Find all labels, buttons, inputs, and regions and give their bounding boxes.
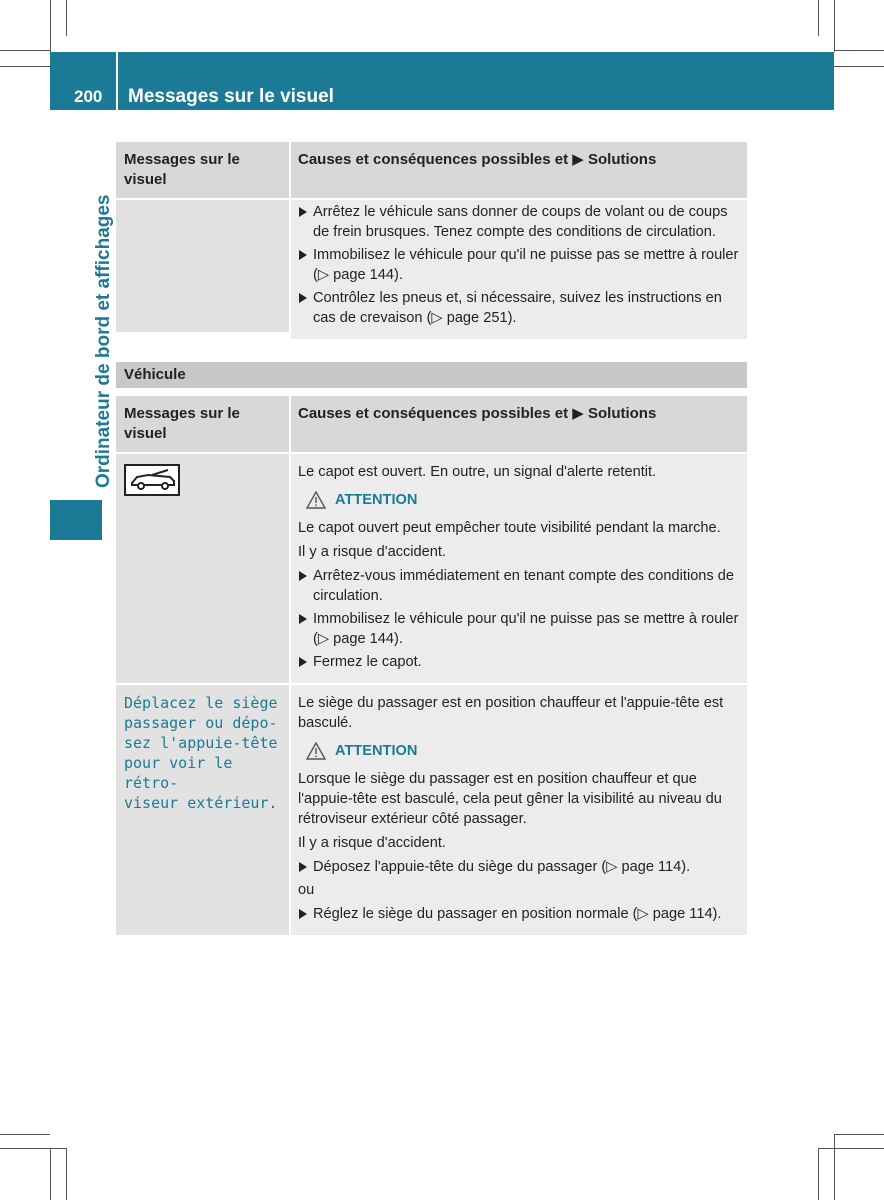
table-header-row	[116, 142, 747, 198]
crop-mark	[66, 0, 67, 36]
warning-text: Lorsque le siège du passager est en position chauffeur et que l'appuie-tête est basculé, cela peut gêner la visibilité au niveau du rétroviseur extérieur côté passager.	[298, 771, 722, 827]
attention-label: ATTENTION	[335, 743, 418, 759]
side-tab-marker	[50, 500, 102, 540]
solution-bullet: Immobilisez le véhicule pour qu'il ne puisse pas se mettre à rouler (▷ page 144).	[298, 609, 741, 649]
col-header-message: Messages sur le visuel	[116, 396, 289, 452]
table-row	[116, 685, 747, 935]
section-title: Véhicule	[116, 362, 747, 388]
messages-table-continued	[116, 142, 747, 339]
table-header-row	[116, 396, 747, 452]
solution-bullet: Arrêtez le véhicule sans donner de coups de volant ou de coups de frein brusques. Tenez compte des conditions de circulation.	[298, 202, 741, 242]
crop-mark	[834, 1134, 835, 1200]
causes-cell	[291, 685, 747, 935]
solution-bullet: Fermez le capot.	[298, 652, 741, 672]
causes-cell	[291, 454, 747, 683]
col-header-causes: Causes et conséquences possibles et ▶ Solutions	[291, 396, 747, 452]
crop-mark	[834, 50, 884, 51]
cause-text: Le siège du passager est en position chauffeur et l'appuie-tête est basculé.	[298, 695, 724, 731]
message-cell	[116, 685, 289, 935]
display-message: Déplacez le siège passager ou dépo- sez l'appuie-tête pour voir le rétro- viseur extérieur.	[124, 694, 278, 812]
crop-mark	[50, 0, 51, 52]
warning-text: Le capot ouvert peut empêcher toute visibilité pendant la marche.	[298, 520, 721, 536]
solution-bullet: Déposez l'appuie-tête du siège du passager (▷ page 114).	[298, 857, 741, 877]
solution-bullet: Arrêtez-vous immédiatement en tenant compte des conditions de circulation.	[298, 566, 741, 606]
attention-heading	[306, 490, 741, 510]
message-cell	[116, 454, 289, 683]
crop-mark	[66, 1148, 67, 1200]
attention-heading	[306, 741, 741, 761]
table-row	[116, 200, 747, 339]
risk-text: Il y a risque d'accident.	[298, 835, 446, 851]
empty-message-cell	[116, 200, 289, 332]
crop-mark	[50, 1148, 51, 1200]
warning-triangle-icon	[306, 742, 326, 760]
risk-text: Il y a risque d'accident.	[298, 544, 446, 560]
cause-text: Le capot est ouvert. En outre, un signal d'alerte retentit.	[298, 464, 657, 480]
solution-bullet: Réglez le siège du passager en position normale (▷ page 114).	[298, 904, 741, 924]
table-row	[116, 454, 747, 683]
page-number: 200	[74, 87, 103, 106]
crop-mark	[834, 1134, 884, 1135]
crop-mark	[0, 1148, 66, 1149]
solutions-cell	[291, 200, 747, 339]
crop-mark	[818, 1148, 819, 1200]
hood-open-icon	[124, 464, 180, 496]
solution-bullet: Contrôlez les pneus et, si nécessaire, suivez les instructions en cas de crevaison (▷ page 251).	[298, 288, 741, 328]
crop-mark	[834, 0, 835, 52]
vehicle-messages-table	[116, 362, 747, 935]
col-header-message: Messages sur le visuel	[116, 142, 289, 198]
side-chapter-title: Ordinateur de bord et affichages	[93, 194, 114, 488]
col-header-causes: Causes et conséquences possibles et ▶ Solutions	[291, 142, 747, 198]
page-title: Messages sur le visuel	[128, 86, 334, 107]
or-text: ou	[298, 882, 315, 898]
crop-mark	[818, 0, 819, 36]
crop-mark	[818, 1148, 884, 1149]
crop-mark	[0, 66, 50, 67]
solution-bullet: Immobilisez le véhicule pour qu'il ne puisse pas se mettre à rouler (▷ page 144).	[298, 245, 741, 285]
warning-triangle-icon	[306, 491, 326, 509]
attention-label: ATTENTION	[335, 492, 418, 508]
crop-mark	[0, 1134, 50, 1135]
crop-mark	[834, 66, 884, 67]
crop-mark	[0, 50, 50, 51]
header-divider	[116, 52, 118, 110]
